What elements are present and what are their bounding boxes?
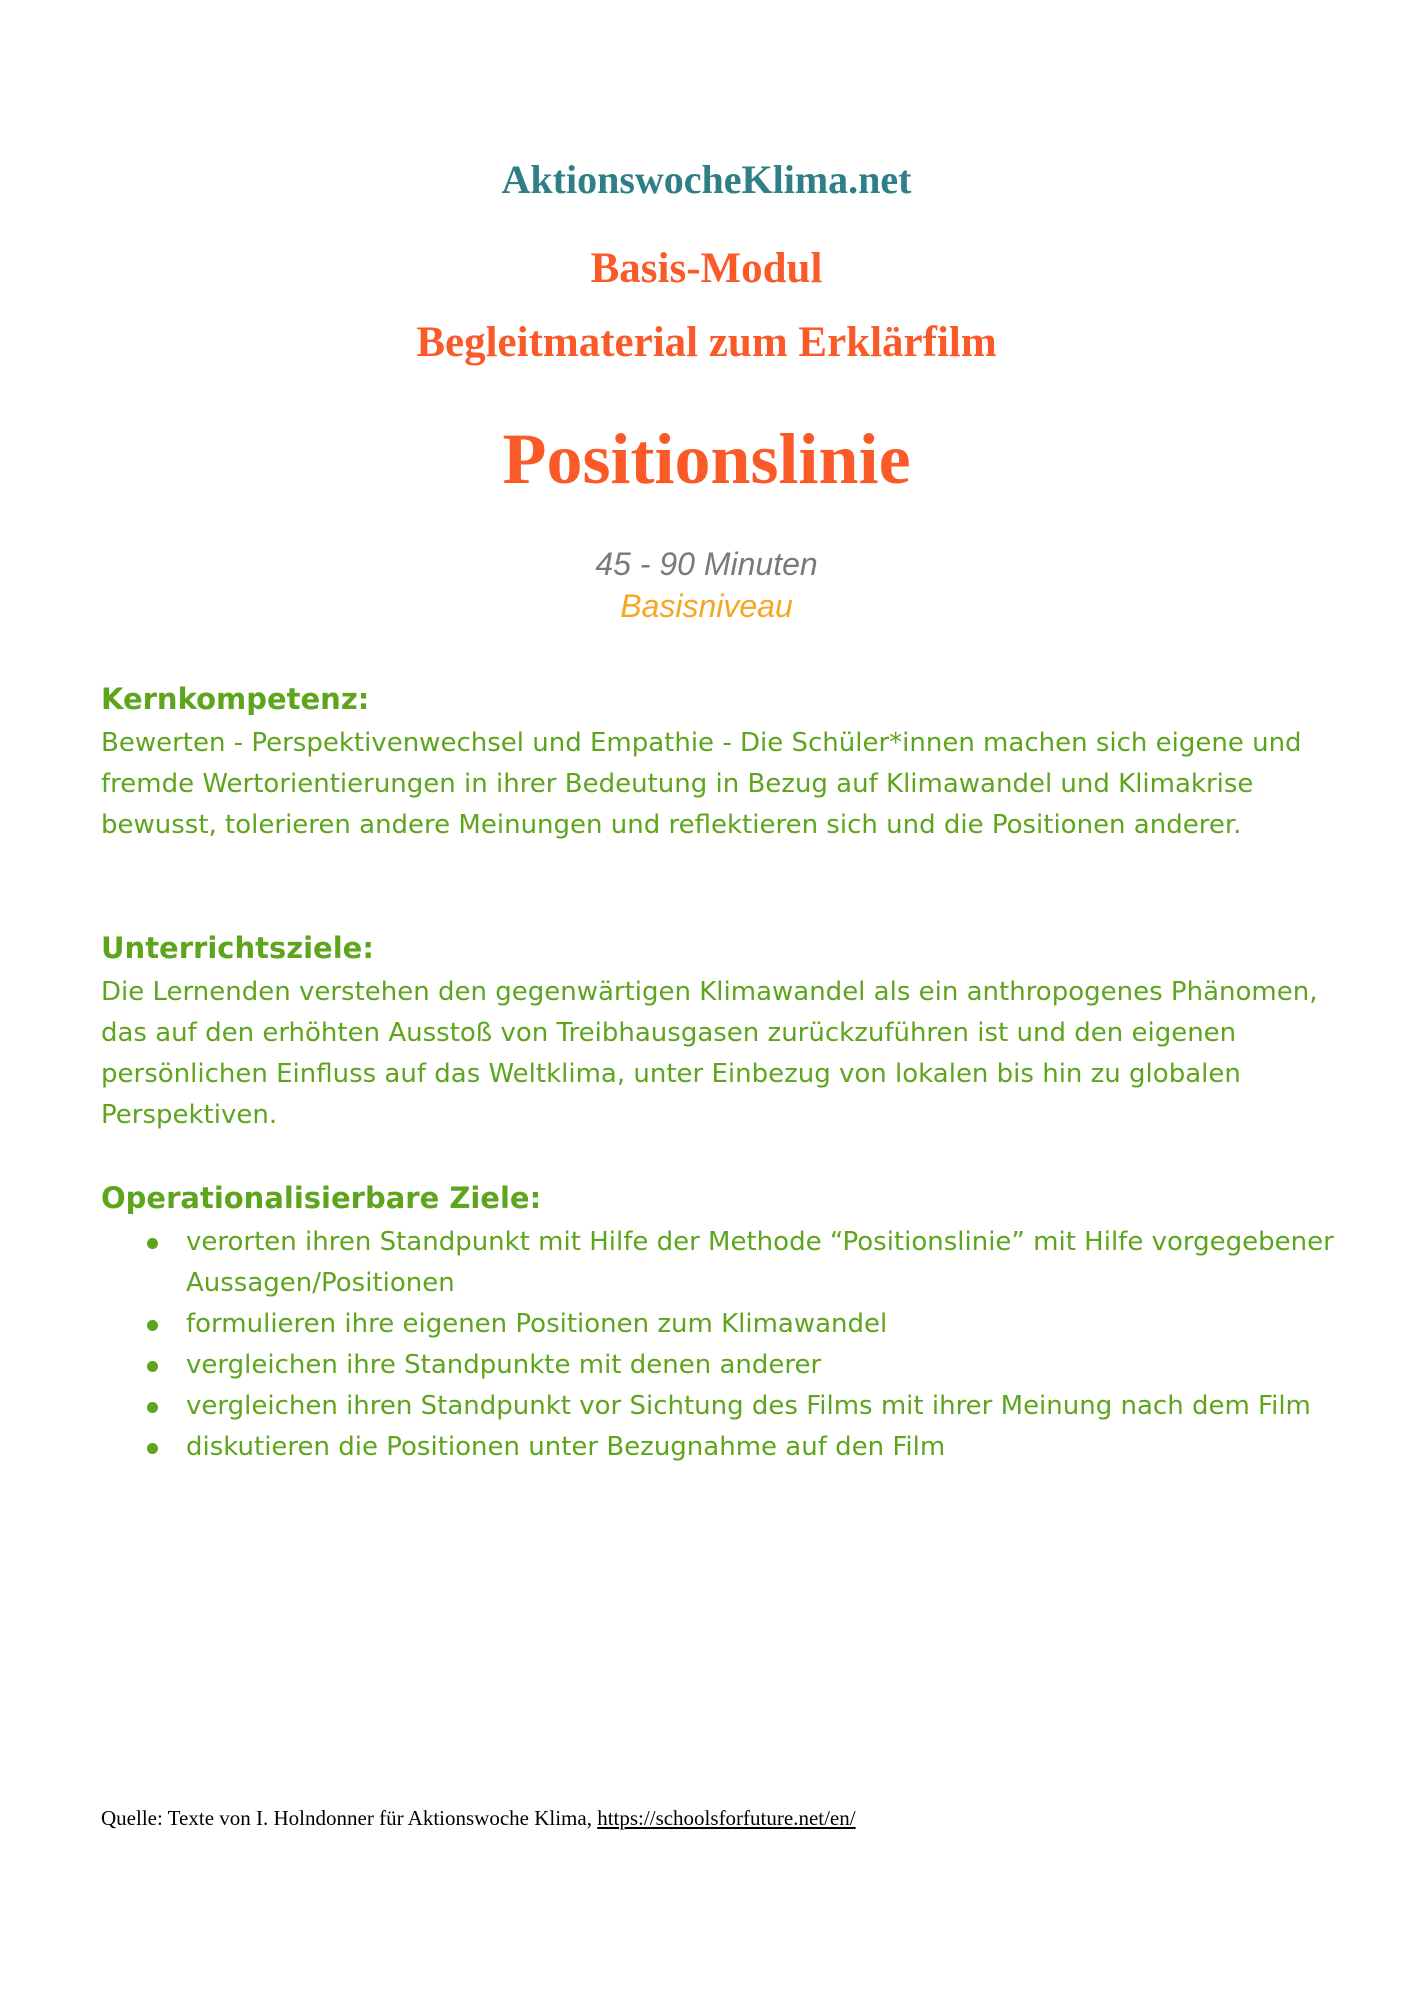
list-item-text: verorten ihren Standpunkt mit Hilfe der Methode “Positionslinie” mit Hilfe vorgegebener Aussagen/Positionen (186, 1227, 1334, 1298)
section-text: Bewerten - Perspektivenwechsel und Empathie - Die Schüler*innen machen sich eigene und fremde Wertorientierungen in ihrer Bedeutung in Bezug auf Klimawandel und Klimakrise bewusst, tolerieren andere Meinungen und reflektieren sich und die Positionen anderer. (101, 728, 1302, 840)
bullet-icon (147, 1402, 158, 1413)
level-label: Basisniveau (620, 588, 793, 624)
list-item (101, 1345, 1341, 1386)
module-subtitle: Begleitmaterial zum Erklärfilm (416, 319, 997, 366)
page-title: Positionslinie (502, 419, 911, 499)
site-title: AktionswocheKlima.net (501, 157, 912, 202)
bullet-icon (147, 1238, 158, 1249)
list-item-text: vergleichen ihre Standpunkte mit denen anderer (186, 1350, 822, 1380)
goals-list (101, 1222, 1341, 1468)
source-text: Quelle: Texte von I. Holndonner für Aktionswoche Klima, (101, 1806, 598, 1830)
source-footer (101, 1806, 856, 1831)
list-item (101, 1304, 1341, 1345)
bullet-icon (147, 1443, 158, 1454)
list-item (101, 1222, 1341, 1304)
source-link[interactable]: https://schoolsforfuture.net/en/ (597, 1806, 856, 1830)
section-heading: Kernkompetenz: (101, 682, 370, 716)
section-kernkompetenz (101, 679, 1341, 846)
section-text: Die Lernenden verstehen den gegenwärtigen Klimawandel als ein anthropogenes Phänomen, das auf den erhöhten Ausstoß von Treibhausgasen zurückzuführen ist und den eigenen persönlichen Einfluss auf das Weltklima, unter Einbezug von lokalen bis hin zu globalen Perspektiven. (101, 977, 1318, 1130)
bullet-icon (147, 1361, 158, 1372)
section-heading: Unterrichtsziele: (101, 931, 374, 965)
list-item (101, 1386, 1341, 1427)
list-item-text: diskutieren die Positionen unter Bezugnahme auf den Film (186, 1432, 946, 1462)
list-item (101, 1427, 1341, 1468)
list-item-text: vergleichen ihren Standpunkt vor Sichtung des Films mit ihrer Meinung nach dem Film (186, 1391, 1311, 1421)
section-operationalisierbare-ziele (101, 1178, 1341, 1468)
section-unterrichtsziele (101, 928, 1341, 1136)
module-title: Basis-Modul (590, 245, 823, 292)
bullet-icon (147, 1320, 158, 1331)
duration-label: 45 - 90 Minuten (595, 546, 818, 582)
section-heading: Operationalisierbare Ziele: (101, 1181, 542, 1215)
list-item-text: formulieren ihre eigenen Positionen zum Klimawandel (186, 1309, 888, 1339)
